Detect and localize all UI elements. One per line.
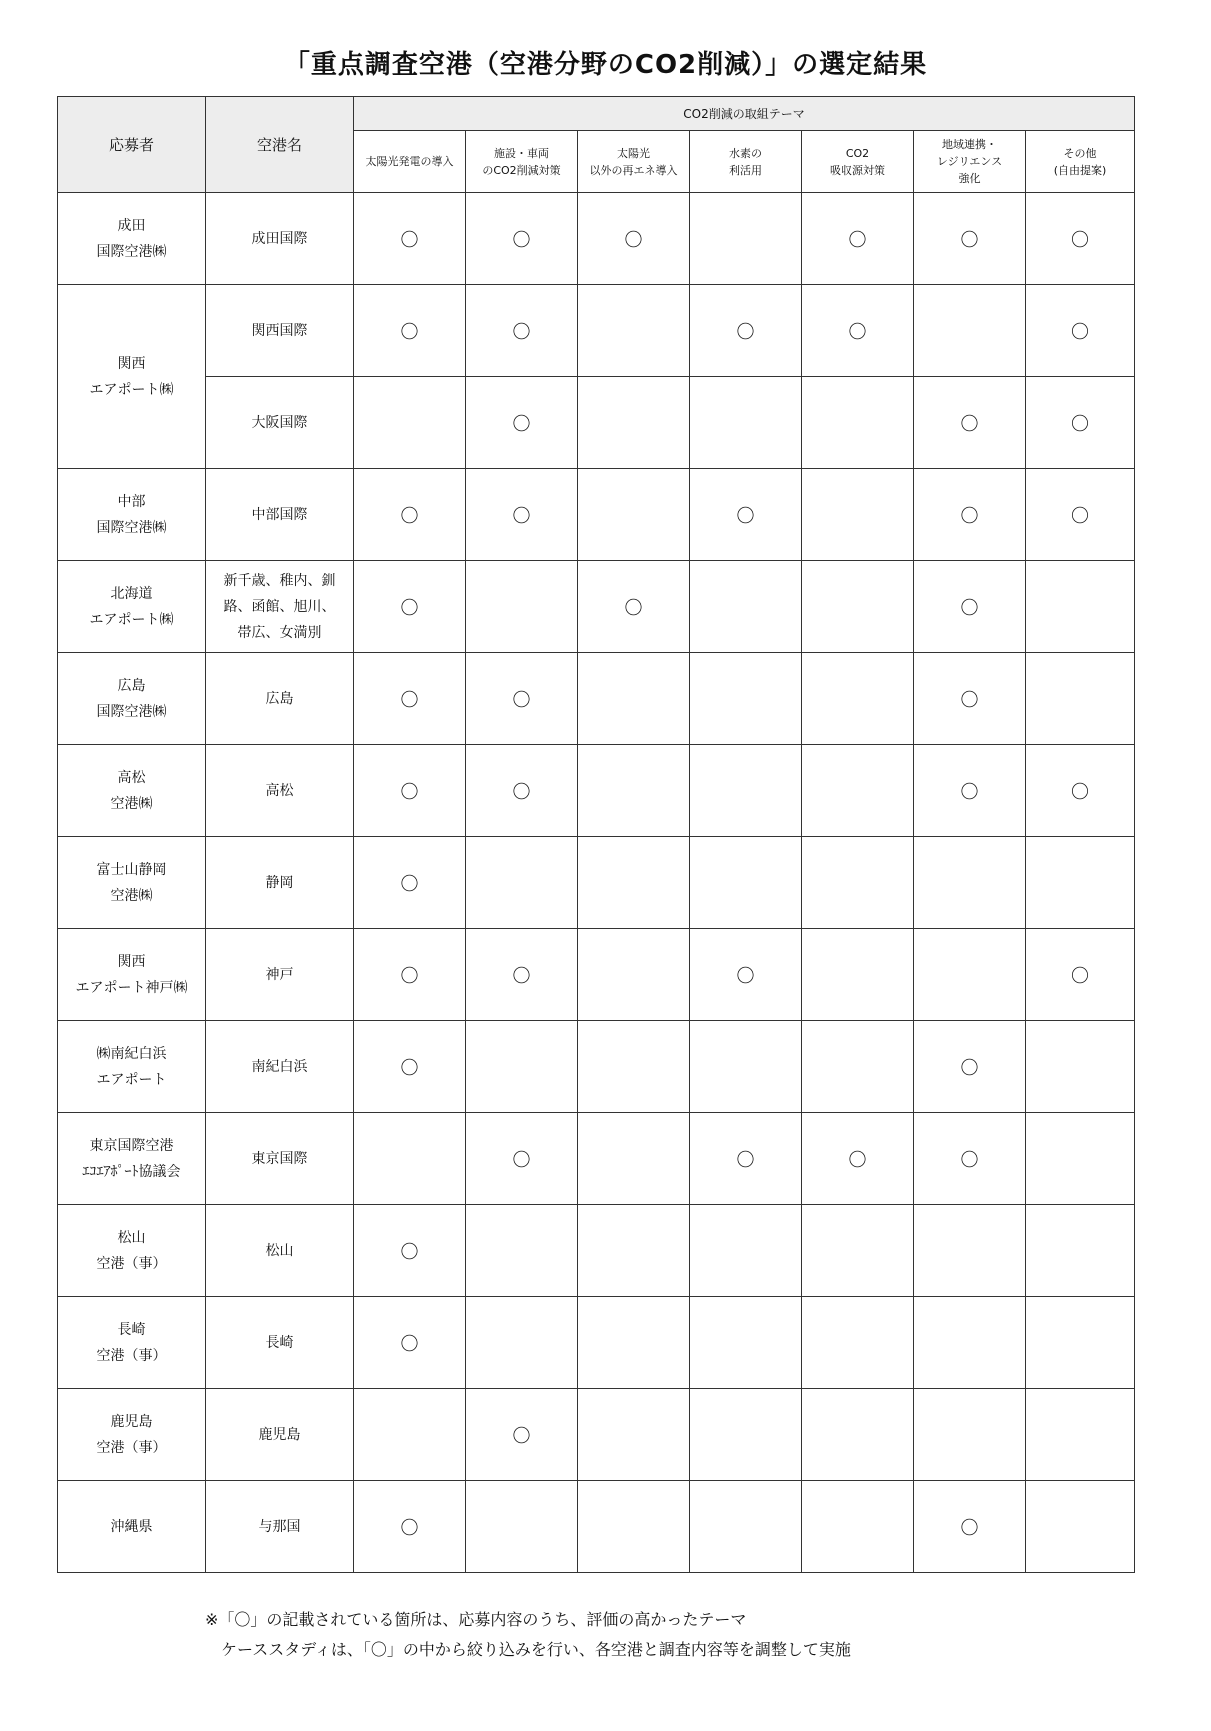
theme-cell	[578, 837, 690, 929]
table-row	[58, 1205, 1135, 1297]
table-row	[58, 1021, 1135, 1113]
table-row	[58, 469, 1135, 561]
circle-mark: 〇	[848, 1149, 867, 1171]
theme-cell	[690, 653, 802, 745]
theme-cell	[578, 1021, 690, 1113]
table-row	[58, 1297, 1135, 1389]
circle-mark: 〇	[1071, 229, 1090, 251]
theme-cell	[354, 837, 466, 929]
applicant-cell: 北海道 エアポート㈱	[58, 561, 206, 653]
circle-mark: 〇	[400, 1517, 419, 1539]
airport-cell: 静岡	[206, 837, 354, 929]
theme-cell	[802, 1389, 914, 1481]
theme-cell	[914, 377, 1026, 469]
theme-cell	[914, 285, 1026, 377]
table-row	[58, 745, 1135, 837]
header-themes-group: CO2削減の取組テーマ	[354, 97, 1135, 131]
theme-cell	[914, 1021, 1026, 1113]
circle-mark: 〇	[1071, 505, 1090, 527]
airport-cell: 鹿児島	[206, 1389, 354, 1481]
airport-cell: 神戸	[206, 929, 354, 1021]
theme-cell	[1026, 1297, 1135, 1389]
applicant-cell: 中部 国際空港㈱	[58, 469, 206, 561]
circle-mark: 〇	[960, 505, 979, 527]
theme-cell	[914, 469, 1026, 561]
circle-mark: 〇	[512, 321, 531, 343]
circle-mark: 〇	[512, 965, 531, 987]
applicant-cell: 高松 空港㈱	[58, 745, 206, 837]
circle-mark: 〇	[400, 1241, 419, 1263]
airport-cell: 高松	[206, 745, 354, 837]
theme-cell	[1026, 469, 1135, 561]
table-row	[58, 1481, 1135, 1573]
circle-mark: 〇	[512, 1149, 531, 1171]
header-theme-facility-vehicle: 施設・車両 のCO2削減対策	[466, 131, 578, 193]
theme-cell	[578, 377, 690, 469]
theme-cell	[578, 653, 690, 745]
theme-cell	[578, 1205, 690, 1297]
theme-cell	[578, 561, 690, 653]
theme-cell	[802, 377, 914, 469]
circle-mark: 〇	[512, 505, 531, 527]
header-theme-solar: 太陽光発電の導入	[354, 131, 466, 193]
theme-cell	[354, 653, 466, 745]
circle-mark: 〇	[736, 965, 755, 987]
airport-cell: 南紀白浜	[206, 1021, 354, 1113]
theme-cell	[914, 1205, 1026, 1297]
theme-cell	[690, 1113, 802, 1205]
circle-mark: 〇	[512, 689, 531, 711]
circle-mark: 〇	[1071, 965, 1090, 987]
theme-cell	[578, 1297, 690, 1389]
theme-cell	[578, 193, 690, 285]
theme-cell	[1026, 653, 1135, 745]
circle-mark: 〇	[512, 413, 531, 435]
circle-mark: 〇	[400, 781, 419, 803]
theme-cell	[578, 929, 690, 1021]
theme-cell	[578, 745, 690, 837]
applicant-cell: 東京国際空港 ｴｺｴｱﾎﾟｰﾄ協議会	[58, 1113, 206, 1205]
applicant-cell: 沖縄県	[58, 1481, 206, 1573]
circle-mark: 〇	[736, 505, 755, 527]
theme-cell	[690, 1297, 802, 1389]
theme-cell	[1026, 285, 1135, 377]
theme-cell	[466, 745, 578, 837]
table-row	[58, 929, 1135, 1021]
theme-cell	[578, 469, 690, 561]
theme-cell	[466, 193, 578, 285]
applicant-cell: 広島 国際空港㈱	[58, 653, 206, 745]
table-body	[58, 193, 1135, 1573]
theme-cell	[354, 1481, 466, 1573]
circle-mark: 〇	[400, 873, 419, 895]
theme-cell	[466, 1205, 578, 1297]
theme-cell	[466, 1021, 578, 1113]
theme-cell	[354, 1113, 466, 1205]
header-theme-regional-resilience: 地域連携・ レジリエンス 強化	[914, 131, 1026, 193]
theme-cell	[354, 929, 466, 1021]
airport-cell: 東京国際	[206, 1113, 354, 1205]
theme-cell	[690, 837, 802, 929]
footnote-line: ※「〇」の記載されている箇所は、応募内容のうち、評価の高かったテーマ	[205, 1610, 747, 1629]
theme-cell	[914, 193, 1026, 285]
theme-cell	[466, 929, 578, 1021]
applicant-cell: 長崎 空港（事）	[58, 1297, 206, 1389]
theme-cell	[1026, 837, 1135, 929]
theme-cell	[914, 653, 1026, 745]
circle-mark: 〇	[624, 229, 643, 251]
theme-cell	[914, 1113, 1026, 1205]
circle-mark: 〇	[960, 689, 979, 711]
circle-mark: 〇	[512, 781, 531, 803]
header-theme-other-renewable: 太陽光 以外の再エネ導入	[578, 131, 690, 193]
theme-cell	[1026, 1205, 1135, 1297]
theme-cell	[914, 1481, 1026, 1573]
theme-cell	[802, 561, 914, 653]
circle-mark: 〇	[848, 229, 867, 251]
header-airport: 空港名	[206, 97, 354, 193]
circle-mark: 〇	[512, 1425, 531, 1447]
theme-cell	[354, 561, 466, 653]
theme-cell	[802, 745, 914, 837]
airport-cell: 与那国	[206, 1481, 354, 1573]
table-row	[58, 837, 1135, 929]
theme-cell	[354, 1297, 466, 1389]
theme-cell	[1026, 377, 1135, 469]
theme-cell	[802, 653, 914, 745]
theme-cell	[802, 1021, 914, 1113]
airport-cell: 関西国際	[206, 285, 354, 377]
applicant-cell: 鹿児島 空港（事）	[58, 1389, 206, 1481]
theme-cell	[1026, 193, 1135, 285]
theme-cell	[802, 193, 914, 285]
footnote-line: ケーススタディは、「〇」の中から絞り込みを行い、各空港と調査内容等を調整して実施	[205, 1640, 851, 1659]
theme-cell	[466, 469, 578, 561]
theme-cell	[1026, 1481, 1135, 1573]
theme-cell	[690, 469, 802, 561]
theme-cell	[690, 1389, 802, 1481]
theme-cell	[466, 1297, 578, 1389]
selection-results-table	[57, 96, 1135, 1573]
theme-cell	[690, 1481, 802, 1573]
theme-cell	[802, 1297, 914, 1389]
circle-mark: 〇	[848, 321, 867, 343]
applicant-cell: 富士山静岡 空港㈱	[58, 837, 206, 929]
theme-cell	[1026, 1021, 1135, 1113]
theme-cell	[1026, 1389, 1135, 1481]
theme-cell	[1026, 561, 1135, 653]
theme-cell	[690, 561, 802, 653]
table-row	[58, 285, 1135, 377]
theme-cell	[802, 285, 914, 377]
theme-cell	[578, 1481, 690, 1573]
theme-cell	[578, 1113, 690, 1205]
table-row	[58, 1389, 1135, 1481]
circle-mark: 〇	[1071, 321, 1090, 343]
theme-cell	[802, 929, 914, 1021]
theme-cell	[802, 1205, 914, 1297]
circle-mark: 〇	[1071, 413, 1090, 435]
theme-cell	[354, 1205, 466, 1297]
circle-mark: 〇	[512, 229, 531, 251]
theme-cell	[690, 929, 802, 1021]
theme-cell	[354, 377, 466, 469]
theme-cell	[466, 561, 578, 653]
table-row	[58, 193, 1135, 285]
table-row	[58, 1113, 1135, 1205]
theme-cell	[690, 745, 802, 837]
table-row	[58, 377, 1135, 469]
theme-cell	[802, 1113, 914, 1205]
theme-cell	[690, 285, 802, 377]
theme-cell	[1026, 929, 1135, 1021]
header-theme-other: その他 (自由提案)	[1026, 131, 1135, 193]
circle-mark: 〇	[960, 597, 979, 619]
circle-mark: 〇	[624, 597, 643, 619]
applicant-cell: ㈱南紀白浜 エアポート	[58, 1021, 206, 1113]
theme-cell	[914, 837, 1026, 929]
theme-cell	[466, 653, 578, 745]
theme-cell	[354, 1389, 466, 1481]
table-row	[58, 653, 1135, 745]
header-theme-co2-absorption: CO2 吸収源対策	[802, 131, 914, 193]
airport-cell: 長崎	[206, 1297, 354, 1389]
theme-cell	[354, 469, 466, 561]
theme-cell	[802, 1481, 914, 1573]
footnotes	[205, 1605, 851, 1665]
applicant-cell: 関西 エアポート㈱	[58, 285, 206, 469]
circle-mark: 〇	[960, 229, 979, 251]
theme-cell	[466, 377, 578, 469]
theme-cell	[690, 193, 802, 285]
circle-mark: 〇	[736, 321, 755, 343]
theme-cell	[578, 1389, 690, 1481]
theme-cell	[914, 929, 1026, 1021]
applicant-cell: 松山 空港（事）	[58, 1205, 206, 1297]
circle-mark: 〇	[400, 965, 419, 987]
table-row	[58, 561, 1135, 653]
theme-cell	[466, 1481, 578, 1573]
theme-cell	[690, 1021, 802, 1113]
airport-cell: 大阪国際	[206, 377, 354, 469]
circle-mark: 〇	[960, 1517, 979, 1539]
theme-cell	[466, 285, 578, 377]
theme-cell	[914, 1389, 1026, 1481]
circle-mark: 〇	[400, 689, 419, 711]
theme-cell	[354, 1021, 466, 1113]
airport-cell: 中部国際	[206, 469, 354, 561]
applicant-cell: 成田 国際空港㈱	[58, 193, 206, 285]
circle-mark: 〇	[1071, 781, 1090, 803]
theme-cell	[690, 1205, 802, 1297]
theme-cell	[354, 285, 466, 377]
theme-cell	[802, 469, 914, 561]
theme-cell	[914, 561, 1026, 653]
circle-mark: 〇	[960, 413, 979, 435]
theme-cell	[690, 377, 802, 469]
theme-cell	[466, 837, 578, 929]
header-applicant: 応募者	[58, 97, 206, 193]
airport-cell: 松山	[206, 1205, 354, 1297]
airport-cell: 成田国際	[206, 193, 354, 285]
circle-mark: 〇	[400, 1057, 419, 1079]
theme-cell	[1026, 1113, 1135, 1205]
theme-cell	[354, 745, 466, 837]
circle-mark: 〇	[400, 229, 419, 251]
circle-mark: 〇	[960, 1149, 979, 1171]
theme-cell	[354, 193, 466, 285]
theme-cell	[466, 1113, 578, 1205]
theme-cell	[802, 837, 914, 929]
applicant-cell: 関西 エアポート神戸㈱	[58, 929, 206, 1021]
circle-mark: 〇	[960, 1057, 979, 1079]
theme-cell	[466, 1389, 578, 1481]
airport-cell: 広島	[206, 653, 354, 745]
circle-mark: 〇	[400, 321, 419, 343]
theme-cell	[578, 285, 690, 377]
theme-cell	[914, 745, 1026, 837]
page-title: 「重点調査空港（空港分野のCO2削減）」の選定結果	[283, 50, 928, 80]
circle-mark: 〇	[400, 597, 419, 619]
theme-cell	[1026, 745, 1135, 837]
airport-cell: 新千歳、稚内、釧 路、函館、旭川、 帯広、女満別	[206, 561, 354, 653]
circle-mark: 〇	[960, 781, 979, 803]
circle-mark: 〇	[736, 1149, 755, 1171]
header-theme-hydrogen: 水素の 利活用	[690, 131, 802, 193]
circle-mark: 〇	[400, 1333, 419, 1355]
theme-cell	[914, 1297, 1026, 1389]
circle-mark: 〇	[400, 505, 419, 527]
